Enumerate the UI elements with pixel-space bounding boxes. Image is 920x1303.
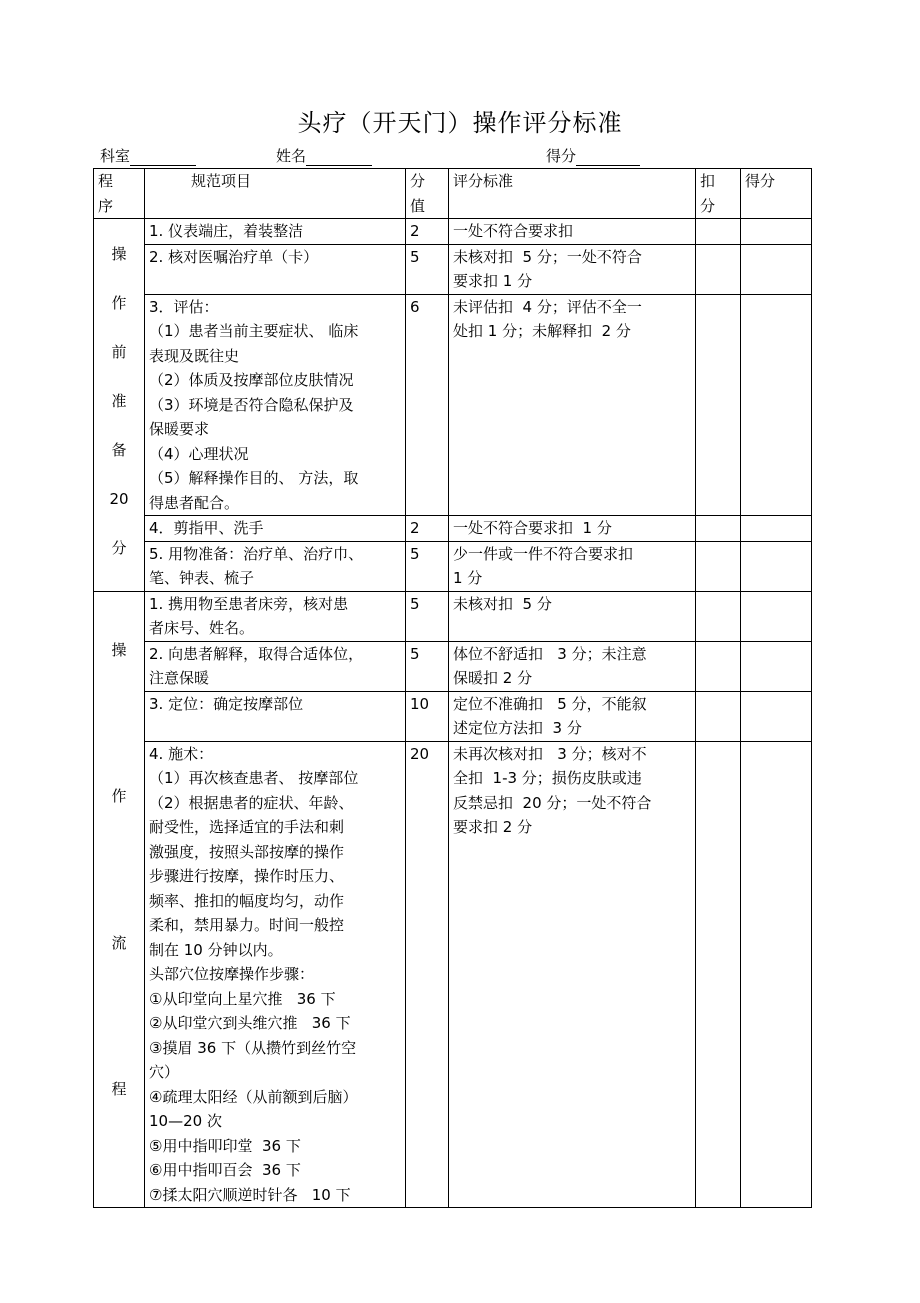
table-row	[94, 244, 812, 294]
header-deduct: 扣 分	[696, 169, 741, 219]
scoring-table	[93, 168, 812, 1208]
points-cell: 5	[406, 541, 449, 591]
item-cell: 4. 施术： （1）再次核查患者、 按摩部位 （2）根据患者的症状、年龄、 耐受性，选择适宜的手法和刺 激强度，按照头部按摩的操作 步骤进行按摩，操作时压力、 频率、推扣的幅度均匀，动作 柔和，禁用暴力。时间一般控 制在 10 分钟以内。 头部穴位按摩操作步骤： ①从印堂向上星穴推 36 下 ②从印堂穴到头维穴推 36 下 ③摸眉 36 下（从攒竹到丝竹空 穴） ④疏理太阳经（从前额到后脑） 10—20 次 ⑤用中指叩印堂 36 下 ⑥用中指叩百会 36 下 ⑦揉太阳穴顺逆时针各 10 下	[145, 741, 406, 1208]
item-cell: 3．评估： （1）患者当前主要症状、 临床 表现及既往史 （2）体质及按摩部位皮肤情况 （3）环境是否符合隐私保护及 保暖要求 （4）心理状况 （5）解释操作目的、 方法，取 得患者配合。	[145, 294, 406, 516]
deduct-cell[interactable]	[696, 244, 741, 294]
criteria-cell: 少一件或一件不符合要求扣 1 分	[449, 541, 696, 591]
section-label-char: 准	[111, 392, 127, 410]
deduct-cell[interactable]	[696, 641, 741, 691]
criteria-cell: 体位不舒适扣 3 分；未注意 保暖扣 2 分	[449, 641, 696, 691]
criteria-cell: 未评估扣 4 分；评估不全一 处扣 1 分；未解释扣 2 分	[449, 294, 696, 516]
score-cell[interactable]	[741, 244, 812, 294]
criteria-cell: 定位不准确扣 5 分，不能叙 述定位方法扣 3 分	[449, 691, 696, 741]
header-score: 得分	[741, 169, 812, 219]
score-cell[interactable]	[741, 641, 812, 691]
item-cell: 1. 携用物至患者床旁，核对患 者床号、姓名。	[145, 591, 406, 641]
item-cell: 5. 用物准备：治疗单、治疗巾、 笔、钟表、梳子	[145, 541, 406, 591]
deduct-cell[interactable]	[696, 741, 741, 1208]
table-row	[94, 219, 812, 245]
points-cell: 5	[406, 591, 449, 641]
deduct-cell[interactable]	[696, 541, 741, 591]
criteria-cell: 未核对扣 5 分；一处不符合 要求扣 1 分	[449, 244, 696, 294]
table-row	[94, 691, 812, 741]
section-label-char: 备	[111, 441, 127, 459]
deduct-cell[interactable]	[696, 219, 741, 245]
criteria-cell: 未核对扣 5 分	[449, 591, 696, 641]
score-cell[interactable]	[741, 516, 812, 542]
section-label-char: 操	[111, 640, 127, 659]
page-title: 头疗（开天门）操作评分标准	[297, 109, 623, 137]
table-row	[94, 294, 812, 516]
item-cell: 1. 仪表端庄，着装整洁	[145, 219, 406, 245]
item-cell: 3. 定位：确定按摩部位	[145, 691, 406, 741]
points-cell: 5	[406, 244, 449, 294]
deduct-cell[interactable]	[696, 591, 741, 641]
score-cell[interactable]	[741, 741, 812, 1208]
section-label-char: 前	[111, 343, 127, 361]
deduct-cell[interactable]	[696, 294, 741, 516]
header-item: 规范项目	[145, 169, 406, 219]
score-blank[interactable]	[576, 149, 640, 166]
points-cell: 2	[406, 516, 449, 542]
section-label-char: 程	[111, 1080, 127, 1098]
header-procedure: 程 序	[94, 169, 145, 219]
score-cell[interactable]	[741, 591, 812, 641]
points-cell: 2	[406, 219, 449, 245]
item-cell: 2. 核对医嘱治疗单（卡）	[145, 244, 406, 294]
deduct-cell[interactable]	[696, 516, 741, 542]
table-row	[94, 641, 812, 691]
name-blank[interactable]	[306, 149, 372, 166]
table-row	[94, 741, 812, 1208]
name-label: 姓名	[276, 147, 307, 165]
item-cell: 2. 向患者解释，取得合适体位， 注意保暖	[145, 641, 406, 691]
criteria-cell: 未再次核对扣 3 分；核对不 全扣 1-3 分；损伤皮肤或违 反禁忌扣 20 分；一处不符合 要求扣 2 分	[449, 741, 696, 1208]
table-row	[94, 591, 812, 641]
criteria-cell: 一处不符合要求扣 1 分	[449, 516, 696, 542]
score-cell[interactable]	[741, 219, 812, 245]
name-field	[276, 145, 372, 166]
score-field	[546, 145, 640, 166]
header-points: 分 值	[406, 169, 449, 219]
table-row	[94, 516, 812, 542]
section-label-char: 操	[111, 245, 127, 263]
section-label-char: 20	[109, 490, 129, 508]
points-cell: 10	[406, 691, 449, 741]
dept-field	[100, 145, 196, 166]
score-cell[interactable]	[741, 691, 812, 741]
score-cell[interactable]	[741, 541, 812, 591]
points-cell: 20	[406, 741, 449, 1208]
section-label	[94, 219, 145, 592]
item-cell: 4．剪指甲、洗手	[145, 516, 406, 542]
score-label: 得分	[546, 147, 577, 165]
score-cell[interactable]	[741, 294, 812, 516]
header-criteria: 评分标准	[449, 169, 696, 219]
criteria-cell: 一处不符合要求扣	[449, 219, 696, 245]
dept-blank[interactable]	[130, 149, 196, 166]
section-label-char: 作	[111, 294, 127, 312]
section-label-char: 分	[111, 539, 127, 557]
section-label-char: 流	[111, 933, 127, 952]
form-meta	[100, 145, 800, 167]
table-body	[94, 169, 812, 1208]
header-row	[94, 169, 812, 219]
section-label	[94, 591, 145, 1208]
dept-label: 科室	[100, 147, 131, 165]
deduct-cell[interactable]	[696, 691, 741, 741]
section-label-char: 作	[111, 787, 127, 805]
points-cell: 6	[406, 294, 449, 516]
table-row	[94, 541, 812, 591]
points-cell: 5	[406, 641, 449, 691]
